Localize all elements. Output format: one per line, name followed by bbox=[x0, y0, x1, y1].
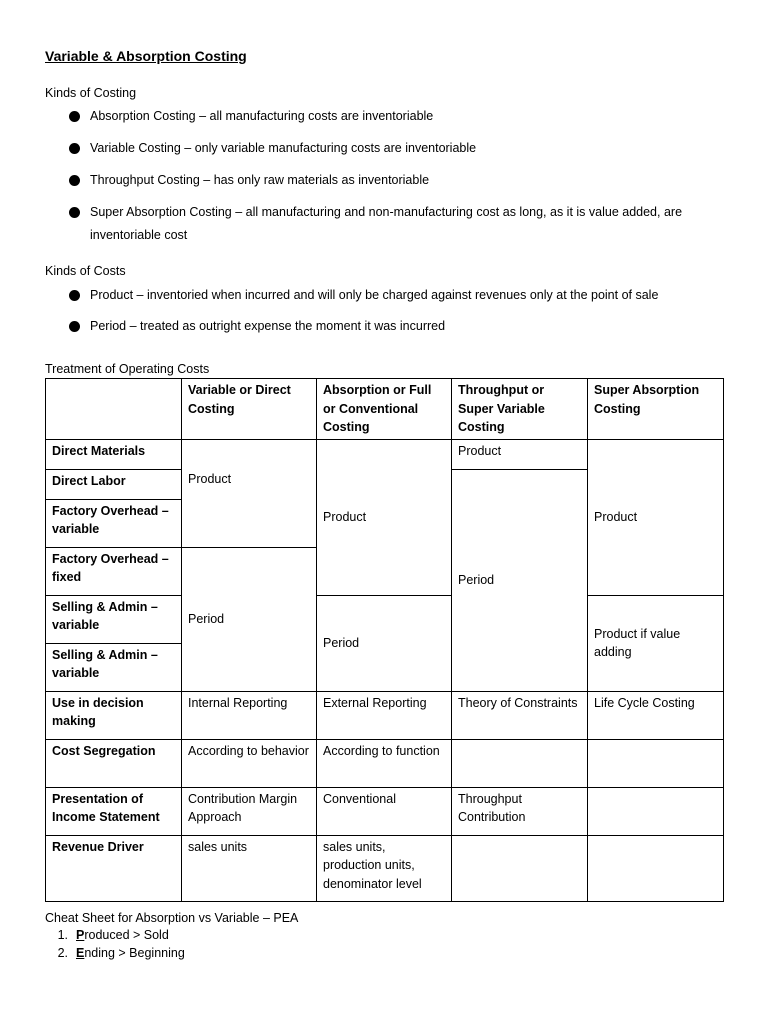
table-cell: According to function bbox=[317, 739, 452, 787]
kinds-of-costs-heading: Kinds of Costs bbox=[45, 264, 126, 278]
list-item: Super Absorption Costing – all manufacturing and non-manufacturing cost as long, as it is value added, are inventoriable cost bbox=[45, 201, 725, 247]
kinds-of-costs-list bbox=[45, 284, 725, 338]
list-item: Absorption Costing – all manufacturing costs are inventoriable bbox=[45, 105, 725, 128]
row-header: Factory Overhead – fixed bbox=[46, 547, 182, 595]
table-cell: Period bbox=[317, 595, 452, 691]
bullet-icon bbox=[69, 175, 80, 186]
table-cell: External Reporting bbox=[317, 691, 452, 739]
table-row bbox=[46, 439, 724, 469]
bullet-icon bbox=[69, 321, 80, 332]
table-cell: Product bbox=[588, 439, 724, 595]
table-row bbox=[46, 739, 724, 787]
table-cell bbox=[588, 835, 724, 901]
table-cell: Period bbox=[182, 547, 317, 691]
table-row bbox=[46, 787, 724, 835]
operating-costs-table bbox=[45, 378, 724, 902]
cheat-sheet-list bbox=[45, 927, 185, 962]
table-cell: Period bbox=[452, 469, 588, 691]
bullet-icon bbox=[69, 111, 80, 122]
bullet-icon bbox=[69, 290, 80, 301]
row-header: Selling & Admin – variable bbox=[46, 643, 182, 691]
table-cell: Theory of Constraints bbox=[452, 691, 588, 739]
table-cell: Product bbox=[182, 439, 317, 547]
table-cell: Contribution Margin Approach bbox=[182, 787, 317, 835]
table-cell: Throughput Contribution bbox=[452, 787, 588, 835]
list-item: Product – inventoried when incurred and will only be charged against revenues only at the point of sale bbox=[45, 284, 725, 307]
list-item: Variable Costing – only variable manufacturing costs are inventoriable bbox=[45, 137, 725, 160]
header-cell: Throughput or Super Variable Costing bbox=[452, 379, 588, 440]
row-header: Revenue Driver bbox=[46, 835, 182, 901]
row-header: Selling & Admin – variable bbox=[46, 595, 182, 643]
table-cell: sales units, production units, denominator level bbox=[317, 835, 452, 901]
list-item: Throughput Costing – has only raw materials as inventoriable bbox=[45, 169, 725, 192]
table-cell: Product bbox=[317, 439, 452, 595]
list-item: 2. Ending > Beginning bbox=[57, 945, 185, 960]
table-cell bbox=[452, 739, 588, 787]
table-cell bbox=[588, 787, 724, 835]
table-cell bbox=[452, 835, 588, 901]
table-cell: According to behavior bbox=[182, 739, 317, 787]
table-header-row bbox=[46, 379, 724, 440]
bullet-icon bbox=[69, 143, 80, 154]
row-header: Use in decision making bbox=[46, 691, 182, 739]
row-header: Cost Segregation bbox=[46, 739, 182, 787]
row-header: Factory Overhead – variable bbox=[46, 499, 182, 547]
table-cell: Conventional bbox=[317, 787, 452, 835]
table-row bbox=[46, 595, 724, 643]
table-cell bbox=[588, 739, 724, 787]
list-item: 1. Produced > Sold bbox=[57, 928, 169, 942]
document-title: Variable & Absorption Costing bbox=[45, 48, 247, 64]
header-cell: Absorption or Full or Conventional Costing bbox=[317, 379, 452, 440]
table-row bbox=[46, 835, 724, 901]
table-cell: sales units bbox=[182, 835, 317, 901]
cheat-sheet-heading: Cheat Sheet for Absorption vs Variable – PEA bbox=[45, 911, 299, 925]
row-header: Direct Materials bbox=[46, 439, 182, 469]
kinds-of-costing-heading: Kinds of Costing bbox=[45, 86, 137, 100]
row-header: Direct Labor bbox=[46, 469, 182, 499]
table-cell: Product bbox=[452, 439, 588, 469]
table-cell: Internal Reporting bbox=[182, 691, 317, 739]
table-caption: Treatment of Operating Costs bbox=[45, 362, 210, 376]
kinds-of-costing-list bbox=[45, 105, 725, 247]
table-cell: Product if value adding bbox=[588, 595, 724, 691]
row-header: Presentation of Income Statement bbox=[46, 787, 182, 835]
table-row bbox=[46, 691, 724, 739]
table-cell: Life Cycle Costing bbox=[588, 691, 724, 739]
header-cell: Super Absorption Costing bbox=[588, 379, 724, 440]
bullet-icon bbox=[69, 207, 80, 218]
header-cell bbox=[46, 379, 182, 440]
list-item: Period – treated as outright expense the moment it was incurred bbox=[45, 315, 725, 338]
header-cell: Variable or Direct Costing bbox=[182, 379, 317, 440]
